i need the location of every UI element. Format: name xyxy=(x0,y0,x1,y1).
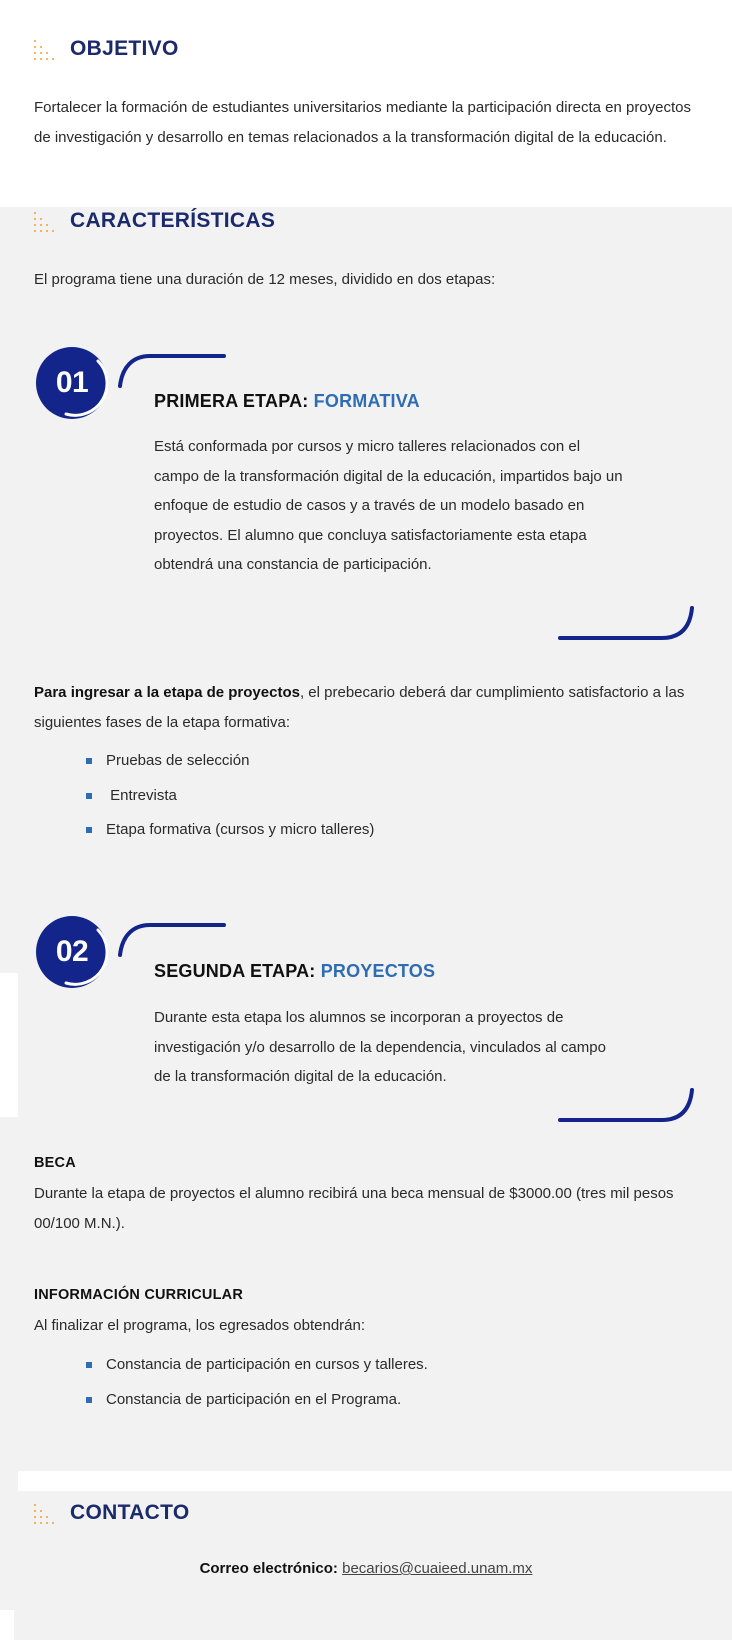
caracteristicas-heading xyxy=(34,209,275,233)
dots-icon xyxy=(34,1502,60,1524)
objetivo-heading xyxy=(34,37,179,61)
stage2-bracket-bottom xyxy=(556,1088,696,1124)
list-item xyxy=(86,744,374,779)
curricular-list xyxy=(86,1348,428,1417)
contact-white-strip xyxy=(18,1471,732,1491)
stage2-title xyxy=(154,961,435,982)
bullet-icon xyxy=(86,758,92,764)
stage2-body: Durante esta etapa los alumnos se incorporan a proyectos de investigación y/o desarrollo de la dependencia, vinculados al campo de la transformación digital de la educación. xyxy=(154,1009,606,1085)
list-item xyxy=(86,779,374,814)
caracteristicas-intro: El programa tiene una duración de 12 meses, dividido en dos etapas: xyxy=(34,271,496,288)
list-item xyxy=(86,813,374,848)
dots-icon xyxy=(34,38,60,60)
stage2-bracket-top xyxy=(118,921,228,957)
bullet-icon xyxy=(86,793,92,799)
caracteristicas-title: CARACTERÍSTICAS xyxy=(70,209,276,232)
dots-icon xyxy=(34,210,60,232)
stage1-title-prefix: PRIMERA ETAPA: xyxy=(154,391,309,411)
stage2-title-prefix: SEGUNDA ETAPA: xyxy=(154,961,316,981)
stage2-title-accent: PROYECTOS xyxy=(320,961,436,981)
curricular-title: INFORMACIÓN CURRICULAR xyxy=(34,1287,243,1303)
curricular-intro: Al finalizar el programa, los egresados obtendrán: xyxy=(34,1317,366,1334)
stage1-badge xyxy=(36,347,108,419)
stage1-bracket-top xyxy=(118,352,228,388)
stage1-bracket-bottom xyxy=(556,606,696,642)
contacto-title: CONTACTO xyxy=(70,1501,190,1524)
objetivo-text: Fortalecer la formación de estudiantes universitarios mediante la participación directa en proyectos de investigación y desarrollo en temas relacionados a la transformación digital de la educación. xyxy=(34,99,692,146)
ingreso-bold: Para ingresar a la etapa de proyectos xyxy=(34,684,300,701)
stage1-body: Está conformada por cursos y micro talleres relacionados con el campo de la transformación digital de la educación, impartidos bajo un enfoque de estudio de casos y a través de un modelo basado en proyectos. El alumno que concluya satisfactoriamente esta etapa obtendrá una constancia de participación. xyxy=(154,438,623,573)
bullet-icon xyxy=(86,1397,92,1403)
list-item xyxy=(86,1383,428,1418)
list-item-label: Constancia de participación en cursos y talleres. xyxy=(106,1356,428,1373)
stage1-number: 01 xyxy=(55,366,89,399)
email-link[interactable]: becarios@cuaieed.unam.mx xyxy=(342,1560,533,1577)
stage2-badge xyxy=(36,916,108,988)
contact-label: Correo electrónico: xyxy=(199,1560,338,1577)
list-item-label: Entrevista xyxy=(106,786,177,804)
list-item-label: Pruebas de selección xyxy=(106,752,250,769)
contact-line xyxy=(0,1560,732,1577)
bullet-icon xyxy=(86,1362,92,1368)
stage1-title xyxy=(154,391,420,412)
objetivo-title: OBJETIVO xyxy=(70,37,179,60)
ingreso-text xyxy=(34,678,700,737)
contacto-heading xyxy=(34,1501,189,1525)
stage1-title-accent: FORMATIVA xyxy=(313,391,420,411)
beca-title: BECA xyxy=(34,1155,76,1171)
beca-text: Durante la etapa de proyectos el alumno recibirá una beca mensual de $3000.00 (tres mil pesos 00/100 M.N.). xyxy=(34,1185,674,1232)
side-white-strip xyxy=(0,973,18,1117)
list-item xyxy=(86,1348,428,1383)
list-item-label: Etapa formativa (cursos y micro talleres) xyxy=(106,821,375,838)
ingreso-list xyxy=(86,744,374,848)
list-item-label: Constancia de participación en el Programa. xyxy=(106,1390,402,1408)
bullet-icon xyxy=(86,827,92,833)
stage2-number: 02 xyxy=(55,935,89,968)
ingreso-rest: , el prebecario deberá dar cumplimiento satisfactorio a las siguientes fases de la etapa formativa: xyxy=(34,684,685,731)
bottom-white-strip xyxy=(0,1610,14,1640)
